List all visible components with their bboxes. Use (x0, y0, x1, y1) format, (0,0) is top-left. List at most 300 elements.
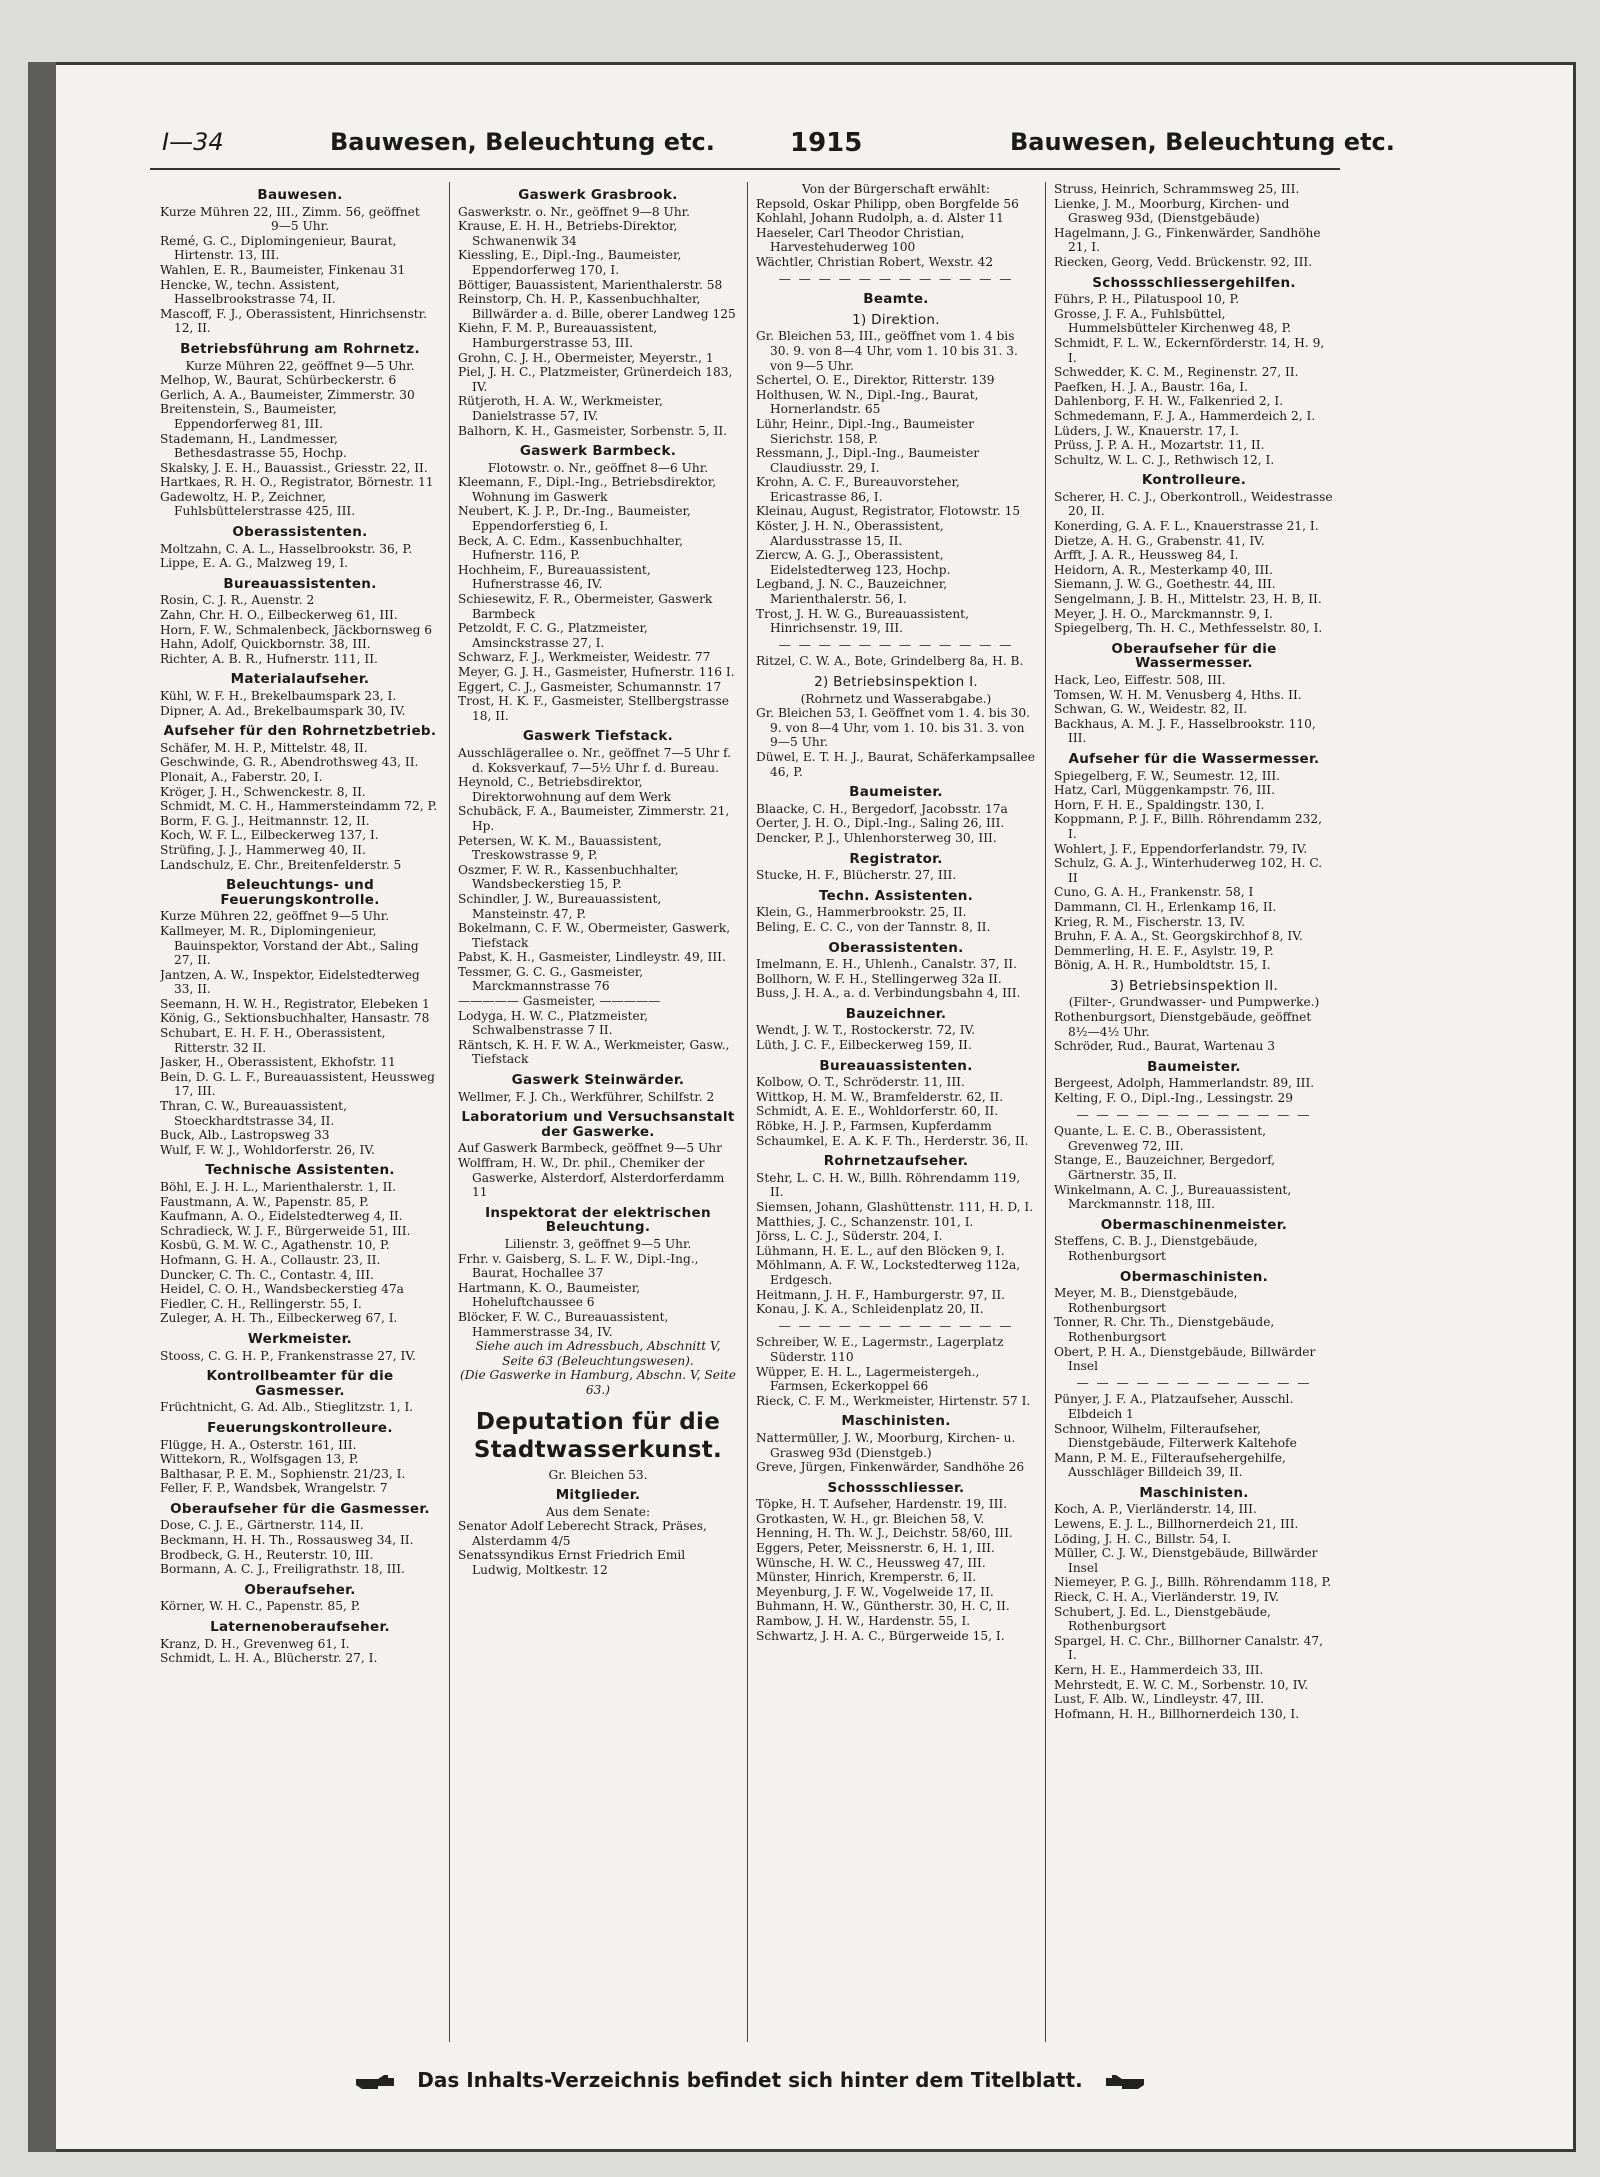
pointing-hand-icon (354, 2074, 396, 2090)
directory-entry: Quante, L. E. C. B., Oberassistent, Grevenweg 72, III. (1054, 1124, 1267, 1153)
directory-entry: Hagelmann, J. G., Finkenwärder, Sandhöhe 21, I. (1054, 225, 1321, 255)
directory-entry: Heitmann, J. H. F., Hamburgerstr. 97, II. (756, 1287, 1006, 1302)
directory-entry: Böttiger, Bauassistent, Marienthalerstr. 58 (458, 277, 723, 292)
running-header (150, 128, 1550, 168)
directory-entry: Jörss, L. C. J., Süderstr. 204, I. (756, 1229, 943, 1244)
directory-entry: Dammann, Cl. H., Erlenkamp 16, II. (1054, 899, 1277, 914)
directory-entry: Lühr, Heinr., Dipl.-Ing., Baumeister Sierichstr. 158, P. (756, 416, 975, 446)
directory-entry: Lienke, J. M., Moorburg, Kirchen- und Grasweg 93d, (Dienstgebäude) (1054, 196, 1290, 226)
directory-entry: Auf Gaswerk Barmbeck, geöffnet 9—5 Uhr (458, 1141, 722, 1156)
directory-entry: Schäfer, M. H. P., Mittelstr. 48, II. (160, 740, 368, 755)
directory-entry: Hartmann, K. O., Baumeister, Hoheluftchaussee 6 (458, 1280, 641, 1310)
directory-entry: Legband, J. N. C., Bauzeichner, Marienthalerstr. 56, I. (756, 577, 948, 607)
directory-entry: Holthusen, W. N., Dipl.-Ing., Baurat, Hornerlandstr. 65 (756, 387, 979, 417)
directory-entry: Krieg, R. M., Fischerstr. 13, IV. (1054, 914, 1245, 929)
directory-entry: Lüth, J. C. F., Eilbeckerweg 159, II. (756, 1038, 972, 1053)
directory-entry: ————— Gasmeister, ————— (458, 994, 661, 1009)
directory-entry: Röbke, H. J. P., Farmsen, Kupferdamm (756, 1119, 992, 1134)
directory-entry: Ziercw, A. G. J., Oberassistent, Eidelstedterweg 123, Hochp. (756, 548, 951, 577)
directory-entry: Gerlich, A. A., Baumeister, Zimmerstr. 30 (160, 387, 415, 402)
directory-entry: Früchtnicht, G. Ad. Alb., Stieglitzstr. 1, I. (160, 1400, 414, 1415)
note-line: (Filter-, Grundwasser- und Pumpwerke.) (1068, 995, 1320, 1010)
directory-entry: Thran, C. W., Bureauassistent, Stoeckhardtstrasse 34, II. (160, 1099, 347, 1128)
note-line: Lilienstr. 3, geöffnet 9—5 Uhr. (504, 1236, 692, 1251)
directory-entry: Tessmer, G. C. G., Gasmeister, Marckmannstrasse 76 (458, 964, 644, 994)
directory-entry: Jasker, H., Oberassistent, Ekhofstr. 11 (160, 1055, 396, 1070)
directory-entry: Dencker, P. J., Uhlenhorsterweg 30, III. (756, 830, 997, 845)
directory-entry: Hartkaes, R. H. O., Registrator, Börnestr. 11 (160, 475, 434, 490)
directory-entry: Heidel, C. O. H., Wandsbeckerstieg 47a (160, 1282, 404, 1297)
directory-entry: Kosbü, G. M. W. C., Agathenstr. 10, P. (160, 1238, 390, 1253)
directory-entry: Siemann, J. W. G., Goethestr. 44, III. (1054, 577, 1276, 592)
section-heading: Inspektorat der elektrischen Beleuchtung. (485, 1204, 711, 1236)
directory-entry: Krohn, A. C. F., Bureauvorsteher, Ericastrasse 86, I. (756, 475, 960, 504)
directory-entry: Lippe, E. A. G., Malzweg 19, I. (160, 556, 349, 571)
directory-entry: Kühl, W. F. H., Brekelbaumspark 23, I. (160, 689, 397, 703)
directory-entry: Backhaus, A. M. J. F., Hasselbrookstr. 110, III. (1054, 716, 1316, 746)
directory-entry: Wünsche, H. W. C., Heussweg 47, III. (756, 1555, 986, 1570)
section-heading: Kontrollbeamter für die Gasmesser. (206, 1368, 394, 1399)
directory-entry: Niemeyer, P. G. J., Billh. Röhrendamm 118, P. (1054, 1575, 1332, 1590)
footer-text: Das Inhalts-Verzeichnis befindet sich hinter dem Titelblatt. (417, 2068, 1083, 2092)
directory-entry: Frhr. v. Gaisberg, S. L. F. W., Dipl.-Ing., Baurat, Hochallee 37 (458, 1251, 699, 1281)
directory-entry: Konau, J. K. A., Schleidenplatz 20, II. (756, 1302, 984, 1317)
directory-entry: Horn, F. H. E., Spaldingstr. 130, I. (1054, 797, 1265, 812)
directory-entry: Balhorn, K. H., Gasmeister, Sorbenstr. 5, II. (458, 423, 728, 438)
directory-entry: Eggers, Peter, Meissnerstr. 6, H. 1, III. (756, 1541, 995, 1556)
column-divider (449, 182, 450, 2042)
directory-entry: Duncker, C. Th. C., Contastr. 4, III. (160, 1267, 374, 1282)
section-heading: Betriebsführung am Rohrnetz. (180, 340, 420, 357)
directory-entry: Schmidt, F. L. W., Eckernförderstr. 14, H. 9, I. (1054, 335, 1325, 365)
directory-entry: Zahn, Chr. H. O., Eilbeckerweg 61, III. (160, 608, 398, 623)
section-heading: Maschinisten. (841, 1413, 951, 1430)
directory-entry: Pünyer, J. F. A., Platzaufseher, Ausschl. Elbdeich 1 (1054, 1392, 1294, 1421)
section-heading: Oberassistenten. (232, 524, 368, 541)
directory-entry: Krause, E. H. H., Betriebs-Direktor, Schwanenwik 34 (458, 219, 678, 248)
directory-entry: Neubert, K. J. P., Dr.-Ing., Baumeister, Eppendorferstieg 6, I. (458, 504, 691, 534)
directory-entry: Wohlert, J. F., Eppendorferlandstr. 79, IV. (1054, 841, 1308, 856)
directory-entry: Sengelmann, J. B. H., Mittelstr. 23, H. B, II. (1054, 592, 1322, 607)
directory-entry: Bollhorn, W. F. H., Stellingerweg 32a II. (756, 971, 1002, 986)
directory-entry: Feller, F. P., Wandsbek, Wrangelstr. 7 (160, 1481, 388, 1496)
section-heading: Oberaufseher für die Gasmesser. (170, 1500, 430, 1517)
directory-entry: Grohn, C. J. H., Obermeister, Meyerstr., 1 (458, 350, 714, 365)
separator-line: — — — — — — — — — — — — (778, 1318, 1014, 1333)
section-heading: Oberassistenten. (828, 939, 964, 956)
directory-entry: Spiegelberg, F. W., Seumestr. 12, III. (1054, 768, 1281, 783)
header-rule (150, 168, 1340, 170)
note-line: Von der Bürgerschaft erwählt: (802, 182, 990, 196)
directory-entry: Kohlahl, Johann Rudolph, a. d. Alster 11 (756, 211, 1004, 226)
note-line: (Rohrnetz und Wasserabgabe.) (800, 691, 992, 706)
directory-entry: Schubäck, F. A., Baumeister, Zimmerstr. 21, Hp. (458, 804, 730, 833)
directory-entry: Schaumkel, E. A. K. F. Th., Herderstr. 36, II. (756, 1133, 1029, 1148)
directory-entry: Buhmann, H. W., Güntherstr. 30, H. C, II. (756, 1599, 1010, 1614)
directory-entry: Repsold, Oskar Philipp, oben Borgfelde 56 (756, 196, 1019, 211)
directory-entry: Blaacke, C. H., Bergedorf, Jacobsstr. 17a (756, 801, 1008, 816)
directory-entry: Spiegelberg, Th. H. C., Methfesselstr. 80, I. (1054, 621, 1323, 636)
directory-entry: Lewens, E. J. L., Billhornerdeich 21, III. (1054, 1517, 1299, 1532)
directory-entry: Hofmann, H. H., Billhornerdeich 130, I. (1054, 1706, 1300, 1721)
section-heading: Deputation für die Stadtwasserkunst. (473, 1408, 723, 1463)
directory-entry: Arfft, J. A. R., Heussweg 84, I. (1054, 548, 1239, 563)
directory-entry: Hochheim, F., Bureauassistent, Hufnerstrasse 46, IV. (458, 562, 651, 592)
directory-entry: Stange, E., Bauzeichner, Bergedorf, Gärtnerstr. 35, II. (1054, 1153, 1276, 1182)
directory-entry: Schertel, O. E., Direktor, Ritterstr. 139 (756, 373, 995, 388)
directory-entry: Böhl, E. J. H. L., Marienthalerstr. 1, II. (160, 1180, 397, 1194)
directory-entry: Beling, E. C. C., von der Tannstr. 8, II. (756, 919, 991, 934)
directory-entry: Lodyga, H. W. C., Platzmeister, Schwalbenstrasse 7 II. (458, 1008, 649, 1038)
directory-entry: Schubert, J. Ed. L., Dienstgebäude, Rothenburgsort (1054, 1604, 1271, 1634)
directory-entry: Dipner, A. Ad., Brekelbaumspark 30, IV. (160, 703, 406, 718)
directory-entry: Borm, F. G. J., Heitmannstr. 12, II. (160, 813, 370, 828)
directory-entry: Oszmer, F. W. R., Kassenbuchhalter, Wandsbeckerstieg 15, P. (458, 862, 679, 892)
directory-entry: Schnoor, Wilhelm, Filteraufseher, Dienstgebäude, Filterwerk Kaltehofe (1054, 1421, 1297, 1451)
directory-entry: Faustmann, A. W., Papenstr. 85, P. (160, 1194, 369, 1209)
pointing-hand-icon (1104, 2074, 1146, 2090)
directory-entry: Hofmann, G. H. A., Collaustr. 23, II. (160, 1252, 381, 1267)
sub-heading: 2) Betriebsinspektion I. (814, 674, 978, 690)
directory-entry: Melhop, W., Baurat, Schürbeckerstr. 6 (160, 373, 397, 388)
directory-entry: Wellmer, F. J. Ch., Werkführer, Schilfstr. 2 (458, 1089, 715, 1104)
directory-entry: Wendt, J. W. T., Rostockerstr. 72, IV. (756, 1023, 976, 1038)
directory-entry: Rieck, C. F. M., Werkmeister, Hirtenstr. 57 I. (756, 1393, 1031, 1408)
directory-entry: Steffens, C. B. J., Dienstgebäude, Rothenburgsort (1054, 1234, 1258, 1263)
directory-entry: Schmidt, L. H. A., Blücherstr. 27, I. (160, 1651, 378, 1666)
section-heading: Bauwesen. (257, 187, 343, 203)
directory-entry: Gaswerkstr. o. Nr., geöffnet 9—8 Uhr. (458, 204, 691, 219)
directory-entry: Tonner, R. Chr. Th., Dienstgebäude, Rothenburgsort (1054, 1315, 1275, 1344)
separator-line: — — — — — — — — — — — — (1076, 1107, 1312, 1122)
directory-entry: Dahlenborg, F. H. W., Falkenried 2, I. (1054, 394, 1284, 409)
directory-entry: Löding, J. H. C., Billstr. 54, I. (1054, 1531, 1232, 1546)
directory-entry: Kleemann, F., Dipl.-Ing., Betriebsdirektor, Wohnung im Gaswerk (458, 475, 717, 504)
directory-entry: Meyer, J. H. O., Marckmannstr. 9, I. (1054, 606, 1273, 621)
directory-entry: Wächtler, Christian Robert, Wexstr. 42 (756, 254, 994, 269)
directory-entry: Eggert, C. J., Gasmeister, Schumannstr. 17 (458, 679, 722, 694)
directory-entry: Mehrstedt, E. W. C. M., Sorbenstr. 10, IV. (1054, 1677, 1309, 1692)
directory-entry: Gadewoltz, H. P., Zeichner, Fuhlsbüttelerstrasse 425, III. (160, 489, 356, 519)
section-heading: Beamte. (863, 291, 929, 308)
directory-entry: Führs, P. H., Pilatuspool 10, P. (1054, 292, 1240, 307)
directory-entry: Hahn, Adolf, Quickbornstr. 38, III. (160, 637, 371, 652)
directory-entry: Koppmann, P. J. F., Billh. Röhrendamm 232, I. (1054, 812, 1323, 841)
section-heading: Schossschliessergehilfen. (1092, 274, 1296, 291)
directory-entry: Schmidt, A. E. E., Wohldorferstr. 60, II. (756, 1104, 999, 1119)
directory-entry: Schulz, G. A. J., Winterhuderweg 102, H. C. II (1054, 856, 1323, 885)
directory-entry: Rosin, C. J. R., Auenstr. 2 (160, 593, 315, 608)
directory-entry: Richter, A. B. R., Hufnerstr. 111, II. (160, 651, 378, 666)
directory-entry: Petzoldt, F. C. G., Platzmeister, Amsinckstrasse 27, I. (458, 621, 648, 650)
note-line: Aus dem Senate: (545, 1504, 651, 1519)
directory-entry: Senator Adolf Leberecht Strack, Präses, Alsterdamm 4/5 (458, 1519, 707, 1548)
directory-entry: Dose, C. J. E., Gärtnerstr. 114, II. (160, 1518, 364, 1533)
directory-entry: Paefken, H. J. A., Baustr. 16a, I. (1054, 379, 1248, 394)
directory-entry: Schindler, J. W., Bureauassistent, Mansteinstr. 47, P. (458, 891, 662, 921)
directory-entry: Wahlen, E. R., Baumeister, Finkenau 31 (160, 262, 406, 277)
note-line: Gr. Bleichen 53. (548, 1467, 648, 1482)
section-heading: Gaswerk Tiefstack. (522, 728, 674, 745)
directory-entry: Müller, C. J. W., Dienstgebäude, Billwärder Insel (1054, 1546, 1318, 1575)
directory-entry: Senatssyndikus Ernst Friedrich Emil Ludwig, Moltkestr. 12 (458, 1548, 686, 1578)
section-heading: Mitglieder. (555, 1487, 641, 1504)
directory-entry: Henning, H. Th. W. J., Deichstr. 58/60, III. (756, 1526, 1013, 1541)
directory-entry: Kiessling, E., Dipl.-Ing., Baumeister, Eppendorferweg 170, I. (458, 248, 682, 277)
directory-entry: Klein, G., Hammerbrookstr. 25, II. (756, 905, 967, 920)
directory-entry: Ritzel, C. W. A., Bote, Grindelberg 8a, H. B. (756, 654, 1024, 669)
directory-entry: Wittekorn, R., Wolfsgagen 13, P. (160, 1452, 359, 1467)
section-heading: Feuerungskontrolleure. (207, 1419, 393, 1436)
directory-entry: Kallmeyer, M. R., Diplomingenieur, Bauinspektor, Vorstand der Abt., Saling 27, II. (160, 923, 419, 968)
directory-entry: Schreiber, W. E., Lagermstr., Lagerplatz Süderstr. 110 (756, 1335, 1004, 1364)
directory-entry: Stademann, H., Landmesser, Bethesdastrasse 55, Hochp. (160, 431, 347, 461)
directory-entry: Schwan, G. W., Weidestr. 82, II. (1054, 702, 1248, 717)
directory-entry: Schradieck, W. J. F., Bürgerweide 51, III. (160, 1223, 411, 1238)
directory-entry: Rütjeroth, H. A. W., Werkmeister, Danielstrasse 57, IV. (458, 394, 663, 423)
note-line: (Die Gaswerke in Hamburg, Abschn. V, Seite 63.) (460, 1368, 736, 1397)
directory-entry: Riecken, Georg, Vedd. Brückenstr. 92, III. (1054, 254, 1313, 269)
directory-entry: Kranz, D. H., Grevenweg 61, I. (160, 1636, 350, 1651)
directory-entry: Schwarz, F. J., Werkmeister, Weidestr. 77 (458, 650, 711, 665)
section-heading: Bauzeichner. (845, 1005, 947, 1022)
section-heading: Technische Assistenten. (205, 1162, 395, 1179)
column-divider (747, 182, 748, 2042)
directory-entry: Lust, F. Alb. W., Lindleystr. 47, III. (1054, 1692, 1265, 1707)
directory-entry: Hatz, Carl, Müggenkampstr. 76, III. (1054, 783, 1275, 798)
directory-entry: Bönig, A. H. R., Humboldtstr. 15, I. (1054, 958, 1271, 973)
directory-entry: Lüders, J. W., Knauerstr. 17, I. (1054, 423, 1239, 438)
directory-entry: Schmidt, M. C. H., Hammersteindamm 72, P. (160, 799, 438, 814)
section-heading: Gaswerk Barmbeck. (519, 443, 677, 460)
directory-entry: Kiehn, F. M. P., Bureauassistent, Hamburgerstrasse 53, III. (458, 321, 658, 350)
directory-entry: Strüfing, J. J., Hammerweg 40, II. (160, 842, 366, 857)
directory-entry: Beck, A. C. Edm., Kassenbuchhalter, Hufnerstr. 116, P. (458, 533, 683, 563)
section-heading: Aufseher für die Wassermesser. (1068, 750, 1320, 767)
directory-entry: Landschulz, E. Chr., Breitenfelderstr. 5 (160, 857, 402, 872)
sub-heading: 3) Betriebsinspektion II. (1109, 977, 1279, 994)
directory-entry: Kolbow, O. T., Schröderstr. 11, III. (756, 1075, 965, 1090)
directory-entry: Trost, J. H. W. G., Bureauassistent, Hinrichsenstr. 19, III. (756, 606, 969, 636)
directory-entry: Schmedemann, F. J. A., Hammerdeich 2, I. (1054, 408, 1316, 423)
directory-entry: Kelting, F. O., Dipl.-Ing., Lessingstr. 29 (1054, 1091, 1293, 1106)
directory-entry: Schultz, W. L. C. J., Rethwisch 12, I. (1054, 452, 1275, 467)
section-heading: Baumeister. (1147, 1058, 1241, 1075)
separator-line: — — — — — — — — — — — — (778, 637, 1014, 652)
directory-page (150, 120, 1550, 2120)
section-heading: Techn. Assistenten. (818, 887, 974, 904)
column-4 (1054, 182, 1334, 2042)
directory-entry: Petersen, W. K. M., Bauassistent, Treskowstrasse 9, P. (458, 833, 662, 863)
directory-entry: Seemann, H. W. H., Registrator, Elebeken 1 (160, 996, 430, 1011)
directory-entry: Hencke, W., techn. Assistent, Hasselbrookstrasse 74, II. (160, 277, 340, 307)
scan-binding-edge (28, 62, 56, 2152)
directory-entry: Zuleger, A. H. Th., Eilbeckerweg 67, I. (160, 1311, 398, 1326)
separator-line: — — — — — — — — — — — — (778, 271, 1014, 286)
directory-entry: Dietze, A. H. G., Grabenstr. 41, IV. (1054, 533, 1265, 548)
page-number: I—34 (162, 128, 224, 156)
directory-entry: Rambow, J. H. W., Hardenstr. 55, I. (756, 1614, 971, 1629)
directory-entry: Schwartz, J. H. A. C., Bürgerweide 15, I. (756, 1628, 1005, 1643)
directory-entry: Wüpper, E. H. L., Lagermeistergeh., Farmsen, Eckerkoppel 66 (756, 1364, 980, 1394)
section-heading: Bureauassistenten. (819, 1057, 973, 1074)
section-heading: Schossschliesser. (827, 1479, 965, 1496)
column-1 (160, 182, 440, 2042)
footer-notice (150, 2068, 1350, 2092)
section-heading: Aufseher für den Rohrnetzbetrieb. (163, 723, 437, 740)
section-heading: Rohrnetzaufseher. (823, 1153, 969, 1170)
directory-entry: Schiesewitz, F. R., Obermeister, Gaswerk Barmbeck (458, 592, 713, 621)
directory-entry: Heynold, C., Betriebsdirektor, Direktorwohnung auf dem Werk (458, 775, 671, 804)
directory-entry: Ausschlägerallee o. Nr., geöffnet 7—5 Uhr f. d. Koksverkauf, 7—5½ Uhr f. d. Bureau. (458, 745, 732, 775)
directory-entry: Plonait, A., Faberstr. 20, I. (160, 769, 323, 784)
directory-entry: Siemsen, Johann, Glashüttenstr. 111, H. D, I. (756, 1200, 1034, 1214)
directory-entry: Kurze Mühren 22, III., Zimm. 56, geöffnet (160, 204, 420, 219)
directory-entry: Tomsen, W. H. M. Venusberg 4, Hths. II. (1054, 687, 1302, 702)
directory-entry: Möhlmann, A. F. W., Lockstedterweg 112a, Erdgesch. (756, 1258, 1021, 1287)
directory-entry: Düwel, E. T. H. J., Baurat, Schäferkampsallee 46, P. (756, 749, 1035, 779)
directory-entry: Gr. Bleichen 53, III., geöffnet vom 1. 4 bis 30. 9. von 8—4 Uhr, vom 1. 10 bis 31. 3. von 9—5 Uhr. (756, 329, 1018, 373)
directory-entry: Münster, Hinrich, Kremperstr. 6, II. (756, 1570, 977, 1585)
directory-entry: Mascoff, F. J., Oberassistent, Hinrichsenstr. 12, II. (160, 306, 427, 336)
directory-entry: Imelmann, E. H., Uhlenh., Canalstr. 37, II. (756, 957, 1017, 972)
section-heading: Bureauassistenten. (223, 575, 377, 592)
directory-entry: Schwedder, K. C. M., Reginenstr. 27, II. (1054, 365, 1299, 380)
directory-entry: Blöcker, F. W. C., Bureauassistent, Hammerstrasse 34, IV. (458, 1309, 669, 1339)
section-heading: Registrator. (849, 850, 943, 867)
directory-entry: Körner, W. H. C., Papenstr. 85, P. (160, 1599, 361, 1614)
directory-entry: Jantzen, A. W., Inspektor, Eidelstedterweg 33, II. (160, 967, 420, 997)
directory-entry: Breitenstein, S., Baumeister, Eppendorferweg 81, III. (160, 402, 337, 431)
directory-entry: Schröder, Rud., Baurat, Wartenau 3 (1054, 1039, 1275, 1054)
directory-entry: Matthies, J. C., Schanzenstr. 101, I. (756, 1214, 974, 1229)
column-divider (1045, 182, 1046, 2042)
header-right-title: Bauwesen, Beleuchtung etc. (1010, 128, 1395, 156)
directory-entry: Stooss, C. G. H. P., Frankenstrasse 27, IV. (160, 1348, 416, 1363)
section-heading: Materialaufseher. (230, 671, 370, 688)
directory-entry: Grosse, J. F. A., Fuhlsbüttel, Hummelsbütteler Kirchenweg 48, P. (1054, 306, 1292, 336)
directory-entry: Skalsky, J. E. H., Bauassist., Griesstr. 22, II. (160, 460, 428, 475)
directory-entry: Wolffram, H. W., Dr. phil., Chemiker der Gaswerke, Alsterdorf, Alsterdorferdamm 11 (458, 1156, 725, 1200)
directory-entry: Stucke, H. F., Blücherstr. 27, III. (756, 868, 957, 883)
note-line: 9—5 Uhr. (270, 219, 330, 234)
section-heading: Laternenoberaufseher. (210, 1619, 390, 1636)
directory-entry: Fiedler, C. H., Rellingerstr. 55, I. (160, 1296, 362, 1311)
section-heading: Laboratorium und Versuchsanstalt der Gaswerke. (461, 1109, 735, 1140)
directory-entry: Kaufmann, A. O., Eidelstedterweg 4, II. (160, 1209, 403, 1224)
directory-entry: Haeseler, Carl Theodor Christian, Harvestehuderweg 100 (756, 225, 965, 255)
directory-entry: König, G., Sektionsbuchhalter, Hansastr. 78 (160, 1011, 430, 1026)
directory-entry: Mann, P. M. E., Filteraufsehergehilfe, Ausschläger Billdeich 39, II. (1054, 1450, 1286, 1480)
directory-entry: Töpke, H. T. Aufseher, Hardenstr. 19, III. (756, 1497, 1008, 1512)
directory-entry: Greve, Jürgen, Finkenwärder, Sandhöhe 26 (756, 1460, 1025, 1475)
header-year: 1915 (790, 128, 863, 158)
directory-entry: Gr. Bleichen 53, I. Geöffnet vom 1. 4. bis 30. 9. von 8—4 Uhr, vom 1. 10. bis 31. 3. von 9—5 Uhr. (756, 706, 1031, 750)
directory-entry: Prüss, J. P. A. H., Mozartstr. 11, II. (1054, 438, 1265, 453)
directory-entry: Hack, Leo, Eiffestr. 508, III. (1054, 673, 1226, 687)
directory-entry: Oerter, J. H. O., Dipl.-Ing., Saling 26, III. (756, 816, 1005, 831)
directory-entry: Bokelmann, C. F. W., Obermeister, Gaswerk, Tiefstack (458, 921, 731, 950)
directory-entry: Wulf, F. W. J., Wohldorferstr. 26, IV. (160, 1142, 375, 1157)
column-2 (458, 182, 738, 2042)
note-line: Kurze Mühren 22, geöffnet 9—5 Uhr. (185, 358, 415, 373)
section-heading: Gaswerk Steinwärder. (511, 1072, 685, 1089)
directory-entry: Lühmann, H. E. L., auf den Blöcken 9, I. (756, 1243, 1005, 1258)
directory-entry: Balthasar, P. E. M., Sophienstr. 21/23, I. (160, 1466, 406, 1481)
directory-entry: Kurze Mühren 22, geöffnet 9—5 Uhr. (160, 909, 390, 924)
section-heading: Kontrolleure. (1141, 472, 1247, 489)
directory-entry: Remé, G. C., Diplomingenieur, Baurat, Hirtenstr. 13, III. (160, 233, 397, 263)
directory-entry: Ressmann, J., Dipl.-Ing., Baumeister Claudiusstr. 29, I. (756, 446, 980, 475)
directory-entry: Moltzahn, C. A. L., Hasselbrookstr. 36, P. (160, 541, 413, 556)
column-3 (756, 182, 1036, 2042)
directory-entry: Beckmann, H. H. Th., Rossausweg 34, II. (160, 1533, 414, 1548)
directory-entry: Schubart, E. H. F. H., Oberassistent, Ritterstr. 32 II. (160, 1026, 386, 1055)
section-heading: Gaswerk Grasbrook. (518, 187, 678, 203)
directory-entry: Nattermüller, J. W., Moorburg, Kirchen- u. Grasweg 93d (Dienstgeb.) (756, 1430, 1016, 1460)
directory-entry: Koch, A. P., Vierländerstr. 14, III. (1054, 1502, 1257, 1517)
directory-entry: Piel, J. H. C., Platzmeister, Grünerdeich 183, IV. (458, 365, 733, 394)
directory-entry: Demmerling, H. E. F., Asylstr. 19, P. (1054, 943, 1274, 958)
directory-entry: Buck, Alb., Lastropsweg 33 (160, 1128, 330, 1143)
directory-entry: Heidorn, A. R., Mesterkamp 40, III. (1054, 562, 1273, 577)
directory-entry: Kröger, J. H., Schwenckestr. 8, II. (160, 784, 366, 799)
directory-entry: Pabst, K. H., Gasmeister, Lindleystr. 49, III. (458, 950, 726, 965)
directory-entry: Reinstorp, Ch. H. P., Kassenbuchhalter, Billwärder a. d. Bille, oberer Landweg 125 (458, 292, 736, 321)
directory-entry: Kern, H. E., Hammerdeich 33, III. (1054, 1663, 1264, 1677)
directory-entry: Meyer, G. J. H., Gasmeister, Hufnerstr. 116 I. (458, 665, 735, 679)
section-heading: Werkmeister. (247, 1330, 353, 1347)
section-heading: Beleuchtungs- und Feuerungskontrolle. (220, 877, 380, 908)
directory-entry: Bruhn, F. A. A., St. Georgskirchhof 8, IV. (1054, 929, 1303, 944)
directory-entry: Scherer, H. C. J., Oberkontroll., Weidestrasse 20, II. (1054, 489, 1333, 519)
separator-line: — — — — — — — — — — — — (1076, 1375, 1312, 1390)
directory-entry: Obert, P. H. A., Dienstgebäude, Billwärder Insel (1054, 1344, 1316, 1374)
directory-entry: Buss, J. H. A., a. d. Verbindungsbahn 4, III. (756, 986, 1021, 1001)
section-heading: Obermaschinenmeister. (1100, 1216, 1288, 1233)
directory-entry: Meyer, M. B., Dienstgebäude, Rothenburgsort (1054, 1286, 1238, 1315)
sub-heading: 1) Direktion. (852, 311, 940, 328)
directory-entry: Stehr, L. C. H. W., Billh. Röhrendamm 119, II. (756, 1170, 1021, 1200)
directory-entry: Winkelmann, A. C. J., Bureauassistent, Marckmannstr. 118, III. (1054, 1182, 1292, 1212)
note-line: Flotowstr. o. Nr., geöffnet 8—6 Uhr. (487, 460, 709, 475)
directory-entry: Spargel, H. C. Chr., Billhorner Canalstr. 47, I. (1054, 1633, 1323, 1663)
directory-entry: Köster, J. H. N., Oberassistent, Alardusstrasse 15, II. (756, 519, 944, 548)
directory-entry: Horn, F. W., Schmalenbeck, Jäckbornsweg 6 (160, 622, 432, 637)
directory-entry: Bergeest, Adolph, Hammerlandstr. 89, III. (1054, 1076, 1315, 1091)
section-heading: Maschinisten. (1139, 1484, 1249, 1501)
directory-entry: Bormann, A. C. J., Freiligrathstr. 18, III. (160, 1562, 405, 1577)
directory-entry: Trost, H. K. F., Gasmeister, Stellbergstrasse 18, II. (458, 694, 729, 723)
directory-entry: Rothenburgsort, Dienstgebäude, geöffnet 8½—4½ Uhr. (1054, 1010, 1312, 1039)
directory-entry: Grotkasten, W. H., gr. Bleichen 58, V. (756, 1511, 985, 1526)
directory-entry: Flügge, H. A., Osterstr. 161, III. (160, 1437, 357, 1452)
directory-entry: Meyenburg, J. F. W., Vogelweide 17, II. (756, 1584, 994, 1599)
section-heading: Oberaufseher für die Wassermesser. (1111, 640, 1277, 672)
directory-entry: Konerding, G. A. F. L., Knauerstrasse 21, I. (1054, 519, 1319, 534)
directory-entry: Räntsch, K. H. F. W. A., Werkmeister, Gasw., Tiefstack (458, 1037, 730, 1067)
section-heading: Baumeister. (849, 784, 943, 801)
directory-entry: Cuno, G. A. H., Frankenstr. 58, I (1054, 885, 1254, 900)
directory-entry: Geschwinde, G. R., Abendrothsweg 43, II. (160, 755, 419, 770)
directory-entry: Wittkop, H. M. W., Bramfelderstr. 62, II. (756, 1089, 1004, 1104)
directory-entry: Rieck, C. H. A., Vierländerstr. 19, IV. (1054, 1590, 1280, 1605)
directory-entry: Kleinau, August, Registrator, Flotowstr. 15 (756, 504, 1021, 519)
directory-entry: Koch, W. F. L., Eilbeckerweg 137, I. (160, 828, 379, 843)
note-line: Siehe auch im Adressbuch, Abschnitt V, Seite 63 (Beleuchtungswesen). (475, 1339, 721, 1368)
directory-entry: Bein, D. G. L. F., Bureauassistent, Heussweg 17, III. (160, 1069, 435, 1099)
section-heading: Obermaschinisten. (1119, 1268, 1269, 1285)
